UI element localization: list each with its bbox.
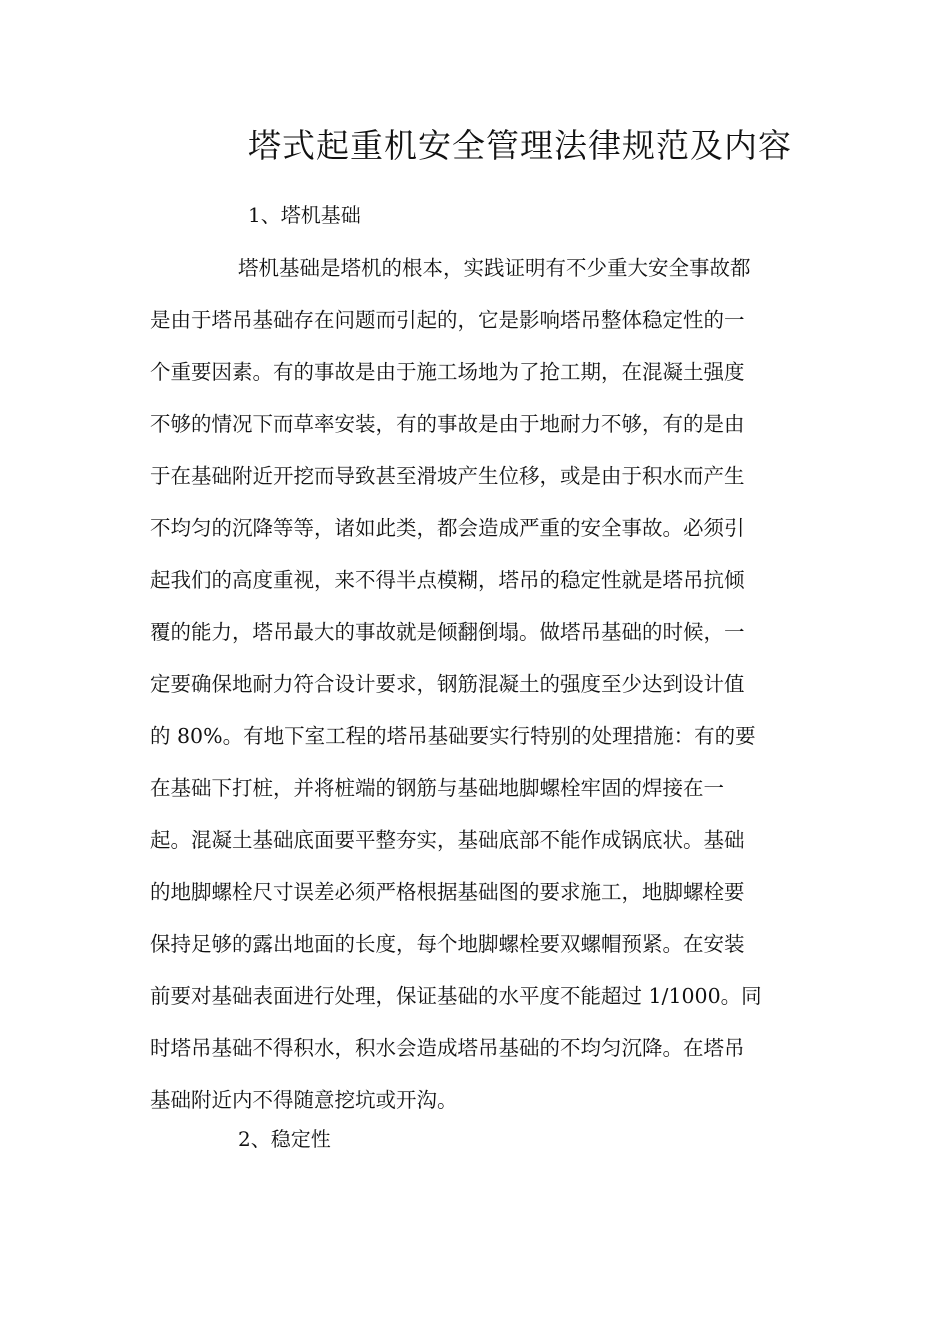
paragraph-line: 不均匀的沉降等等，诸如此类，都会造成严重的安全事故。必须引 [150,516,745,540]
paragraph-line: 在基础下打桩，并将桩端的钢筋与基础地脚螺栓牢固的焊接在一 [150,776,724,800]
paragraph-line: 的地脚螺栓尺寸误差必须严格根据基础图的要求施工，地脚螺栓要 [150,880,745,904]
paragraph-line: 定要确保地耐力符合设计要求，钢筋混凝土的强度至少达到设计值 [150,672,745,696]
paragraph-line: 前要对基础表面进行处理，保证基础的水平度不能超过 1/1000。同 [150,984,762,1008]
paragraph-line: 覆的能力，塔吊最大的事故就是倾翻倒塌。做塔吊基础的时候，一 [150,620,745,644]
paragraph-line: 是由于塔吊基础存在问题而引起的，它是影响塔吊整体稳定性的一 [150,308,745,332]
paragraph-line: 起。混凝土基础底面要平整夯实，基础底部不能作成锅底状。基础 [150,828,745,852]
paragraph-line: 时塔吊基础不得积水，积水会造成塔吊基础的不均匀沉降。在塔吊 [150,1036,745,1060]
paragraph-line: 不够的情况下而草率安装，有的事故是由于地耐力不够，有的是由 [150,412,745,436]
paragraph-line: 保持足够的露出地面的长度，每个地脚螺栓要双螺帽预紧。在安装 [150,932,745,956]
document-title: 塔式起重机安全管理法律规范及内容 [248,126,792,165]
paragraph-line: 起我们的高度重视，来不得半点模糊，塔吊的稳定性就是塔吊抗倾 [150,568,745,592]
paragraph-line: 基础附近内不得随意挖坑或开沟。 [150,1088,458,1112]
paragraph-line: 于在基础附近开挖而导致甚至滑坡产生位移，或是由于积水而产生 [150,464,745,488]
section-heading-stability: 2、稳定性 [238,1127,331,1151]
section-paragraph [150,248,798,1132]
paragraph-line: 个重要因素。有的事故是由于施工场地为了抢工期，在混凝土强度 [150,360,745,384]
section-heading-tower-foundation: 1、塔机基础 [248,203,361,227]
paragraph-line: 的 80%。有地下室工程的塔吊基础要实行特别的处理措施：有的要 [150,724,756,748]
paragraph-line: 塔机基础是塔机的根本，实践证明有不少重大安全事故都 [238,256,751,280]
